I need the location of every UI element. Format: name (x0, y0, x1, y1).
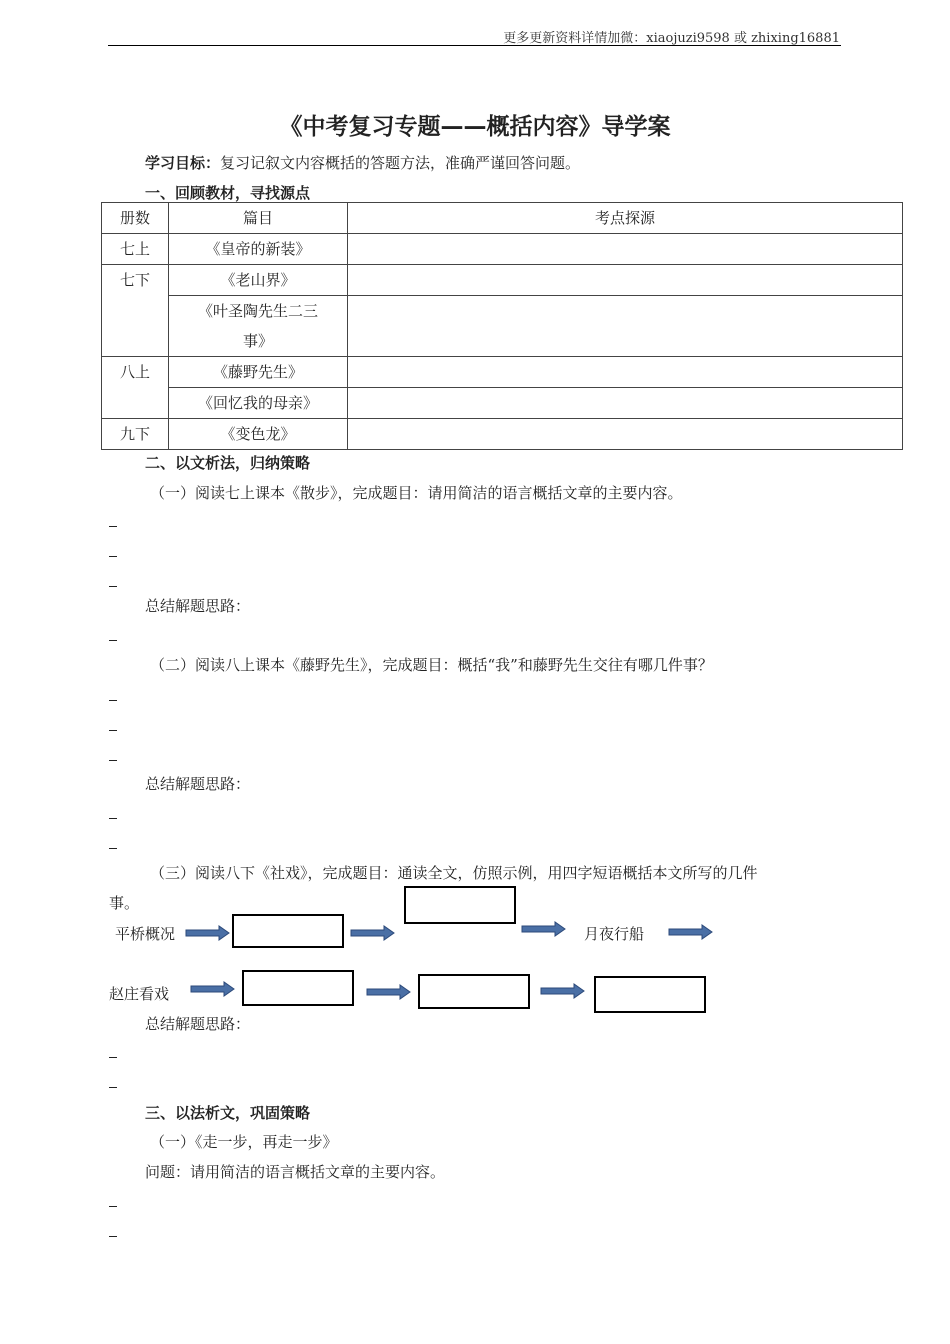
source-cell[interactable] (348, 265, 903, 296)
arrow-right-icon (668, 924, 714, 940)
section-1-heading: 一、回顾教材，寻找源点 (145, 184, 311, 202)
title-cell: 《老山界》 (169, 265, 348, 296)
title-cell-line: 事》 (242, 332, 273, 350)
summary-label: 总结解题思路： (145, 1015, 251, 1033)
title-cell-line: 《叶圣陶先生二三 (197, 302, 318, 320)
volume-cell: 七上 (102, 234, 169, 265)
title-cell: 《回忆我的母亲》 (169, 388, 348, 419)
answer-box[interactable] (232, 914, 344, 948)
answer-line[interactable] (109, 640, 117, 641)
volume-cell: 七下 (102, 265, 169, 357)
section-3-subheading: （一）《走一步，再走一步》 (150, 1133, 338, 1151)
answer-line[interactable] (109, 586, 117, 587)
source-cell[interactable] (348, 234, 903, 265)
answer-box[interactable] (418, 974, 530, 1009)
answer-box[interactable] (594, 976, 706, 1013)
flow-mid-1: 月夜行船 (584, 925, 645, 943)
table-header-row (102, 203, 903, 234)
page-title: 《中考复习专题——概括内容》导学案 (279, 114, 671, 140)
table-row (102, 296, 903, 357)
title-cell: 《变色龙》 (169, 419, 348, 450)
table-row (102, 419, 903, 450)
answer-line[interactable] (109, 1236, 117, 1237)
header-cell-source: 考点探源 (348, 203, 903, 234)
section-3-question: 问题：请用简洁的语言概括文章的主要内容。 (145, 1163, 446, 1181)
header-divider (108, 45, 841, 46)
header-cell-volume: 册数 (102, 203, 169, 234)
question-1: （一）阅读七上课本《散步》，完成题目：请用简洁的语言概括文章的主要内容。 (150, 484, 683, 502)
answer-box[interactable] (404, 886, 516, 924)
source-table (101, 202, 903, 450)
volume-cell: 九下 (102, 419, 169, 450)
flow-start-1: 平桥概况 (115, 925, 176, 943)
arrow-right-icon (190, 981, 236, 997)
source-cell[interactable] (348, 388, 903, 419)
arrow-right-icon (521, 921, 567, 937)
arrow-right-icon (185, 925, 231, 941)
answer-box[interactable] (242, 970, 354, 1006)
volume-cell: 八上 (102, 357, 169, 419)
answer-line[interactable] (109, 526, 117, 527)
table-row (102, 357, 903, 388)
answer-line[interactable] (109, 760, 117, 761)
summary-label: 总结解题思路： (145, 775, 251, 793)
answer-line[interactable] (109, 1057, 117, 1058)
flow-start-2: 赵庄看戏 (109, 985, 170, 1003)
question-3-line-2: 事。 (109, 894, 140, 912)
source-cell[interactable] (348, 296, 903, 357)
table-row (102, 265, 903, 296)
arrow-right-icon (366, 984, 412, 1000)
answer-line[interactable] (109, 848, 117, 849)
source-cell[interactable] (348, 419, 903, 450)
learning-goal-label: 学习目标： (145, 154, 221, 172)
title-cell: 《藤野先生》 (169, 357, 348, 388)
header-note: 更多更新资料详情加微：xiaojuzi9598 或 zhixing16881 (503, 31, 840, 46)
arrow-right-icon (540, 983, 586, 999)
learning-goal (145, 152, 580, 173)
table-row (102, 388, 903, 419)
section-3-heading: 三、以法析文，巩固策略 (145, 1104, 311, 1122)
question-3-line-1: （三）阅读八下《社戏》，完成题目：通读全文，仿照示例，用四字短语概括本文所写的几件 (150, 864, 758, 882)
learning-goal-text: 复习记叙文内容概括的答题方法，准确严谨回答问题。 (220, 154, 581, 172)
header-cell-title: 篇目 (169, 203, 348, 234)
answer-line[interactable] (109, 1206, 117, 1207)
answer-line[interactable] (109, 556, 117, 557)
answer-line[interactable] (109, 700, 117, 701)
answer-line[interactable] (109, 1087, 117, 1088)
title-cell (169, 296, 348, 357)
answer-line[interactable] (109, 730, 117, 731)
summary-label: 总结解题思路： (145, 597, 251, 615)
question-2: （二）阅读八上课本《藤野先生》，完成题目：概括“我”和藤野先生交往有哪几件事？ (150, 656, 713, 674)
table-row (102, 234, 903, 265)
title-cell: 《皇帝的新装》 (169, 234, 348, 265)
source-cell[interactable] (348, 357, 903, 388)
answer-line[interactable] (109, 818, 117, 819)
section-2-heading: 二、以文析法，归纳策略 (145, 454, 311, 472)
arrow-right-icon (350, 925, 396, 941)
